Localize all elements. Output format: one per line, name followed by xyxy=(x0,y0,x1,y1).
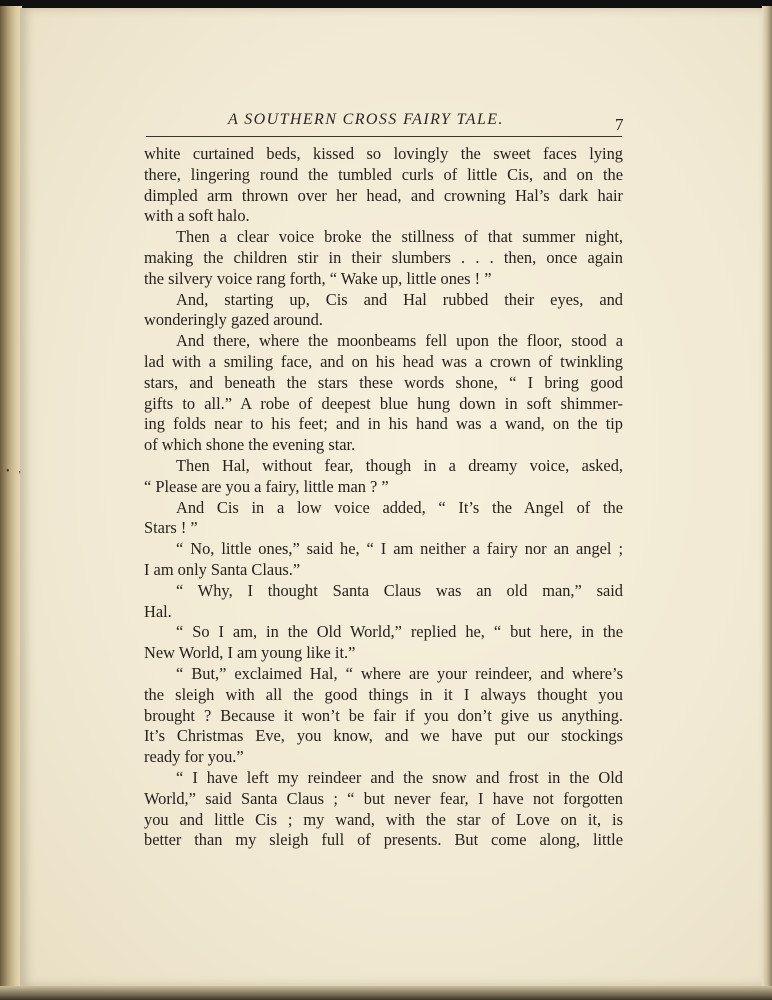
text-line: the silvery voice rang forth, “ Wake up, little ones ! ” xyxy=(144,268,492,288)
text-line: It’s Christmas Eve, you know, and we have put our stockings xyxy=(144,726,623,746)
text-line: World,” said Santa Claus ; “ but never fear, I have not forgotten xyxy=(144,788,623,808)
text-line: there, lingering round the tumbled curls of little Cis, and on the xyxy=(144,164,623,184)
text-line: lad with a smiling face, and on his head was a crown of twinkling xyxy=(144,351,623,371)
text-line: “ Please are you a fairy, little man ? ” xyxy=(144,476,389,496)
text-line: making the children stir in their slumbers . . . then, once again xyxy=(144,247,623,267)
text-line: white curtained beds, kissed so lovingly the sweet faces lying xyxy=(144,144,623,163)
book-gutter xyxy=(0,6,22,1000)
running-title: A SOUTHERN CROSS FAIRY TALE. xyxy=(228,111,504,128)
text-line: And Cis in a low voice added, “ It’s the Angel of the xyxy=(176,497,623,517)
page-fore-edge xyxy=(762,6,772,1000)
text-line: Hal. xyxy=(144,601,172,621)
text-line: stars, and beneath the stars these words shone, “ I bring good xyxy=(144,372,623,392)
book-bottom-edge xyxy=(0,986,772,1000)
header-rule xyxy=(146,136,622,137)
text-line: gifts to all.” A robe of deepest blue hung down in soft shimmer- xyxy=(144,393,623,413)
margin-speck: ‚ xyxy=(18,464,22,475)
text-line: dimpled arm thrown over her head, and crowning Hal’s dark hair xyxy=(144,185,623,205)
text-line: “ I have left my reindeer and the snow and frost in the Old xyxy=(176,767,623,787)
text-line: brought ? Because it won’t be fair if you don’t give us anything. xyxy=(144,705,623,725)
text-line: you and little Cis ; my wand, with the star of Love on it, is xyxy=(144,809,623,829)
text-line: New World, I am young like it.” xyxy=(144,643,356,663)
text-line: “ No, little ones,” said he, “ I am neither a fairy nor an angel ; xyxy=(176,539,623,559)
text-line: “ So I am, in the Old World,” replied he, “ but here, in the xyxy=(176,622,623,642)
text-line: And, starting up, Cis and Hal rubbed their eyes, and xyxy=(176,289,623,309)
text-line: And there, where the moonbeams fell upon the floor, stood a xyxy=(176,331,623,351)
margin-speck: • xyxy=(6,466,10,477)
text-line: the sleigh with all the good things in it I always thought you xyxy=(144,684,623,704)
text-line: “ But,” exclaimed Hal, “ where are your reindeer, and where’s xyxy=(176,663,623,683)
text-line: “ Why, I thought Santa Claus was an old man,” said xyxy=(176,580,623,600)
text-line: better than my sleigh full of presents. But come along, little xyxy=(144,830,623,850)
text-line: Then a clear voice broke the stillness of that summer night, xyxy=(176,227,623,247)
text-line: wonderingly gazed around. xyxy=(144,310,323,330)
page-number: 7 xyxy=(615,115,624,134)
text-line: Stars ! ” xyxy=(144,518,198,538)
text-line: ing folds near to his feet; and in his hand was a wand, on the tip xyxy=(144,414,623,434)
text-line: with a soft halo. xyxy=(144,206,250,226)
text-line: of which shone the evening star. xyxy=(144,435,356,455)
text-line: ready for you.” xyxy=(144,747,244,767)
page-body xyxy=(144,144,623,851)
text-line: Then Hal, without fear, though in a dreamy voice, asked, xyxy=(176,455,623,475)
book-top-edge xyxy=(0,0,772,8)
text-line: I am only Santa Claus.” xyxy=(144,559,301,579)
